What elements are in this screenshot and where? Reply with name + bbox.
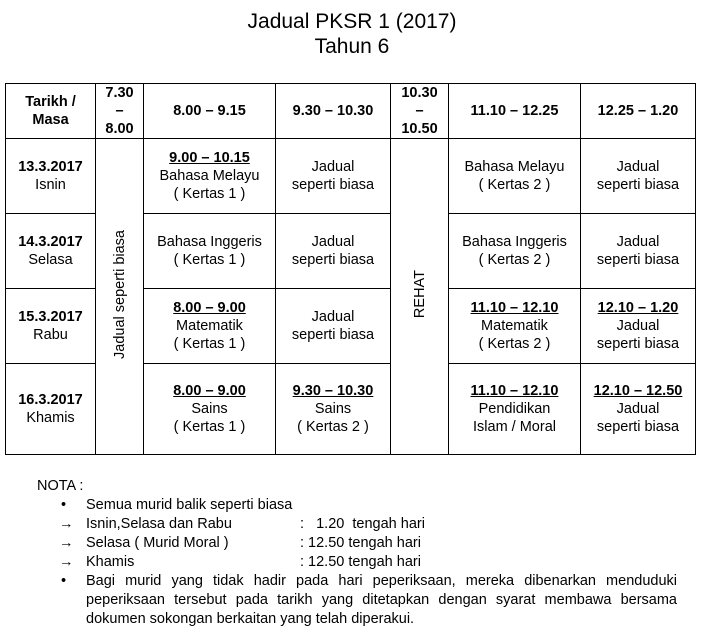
rehat-text: REHAT [411, 269, 428, 319]
subject-name: Bahasa Melayu [464, 159, 565, 175]
cell-text-2: seperti biasa [291, 327, 375, 343]
bullet-icon: • [61, 573, 67, 589]
cell-session-6 [581, 214, 696, 289]
cell-session-5 [449, 139, 581, 214]
day-value: Khamis [26, 410, 75, 426]
paper-label: ( Kertas 2 ) [478, 252, 551, 268]
cell-text-1: Jadual [311, 159, 355, 175]
note-text: Semua murid balik seperti biasa [86, 497, 293, 513]
date-value: 13.3.2017 [18, 159, 83, 175]
session-time: 8.00 – 9.00 [173, 383, 246, 399]
cell-text-2: seperti biasa [291, 177, 375, 193]
cell-text-2: seperti biasa [596, 336, 680, 352]
date-cell [6, 214, 96, 289]
paper-label: ( Kertas 2 ) [478, 336, 551, 352]
session-time: 11.10 – 12.10 [470, 383, 559, 399]
note-bullet [37, 496, 677, 515]
header-date-line2: Masa [32, 112, 69, 128]
date-value: 15.3.2017 [18, 309, 83, 325]
cell-text-1: Jadual [311, 309, 355, 325]
header-date-line1: Tarikh / [25, 94, 76, 110]
cell-session-5 [449, 289, 581, 364]
header-time-5: 11.10 – 12.25 [449, 84, 581, 139]
cell-text-1: Jadual [311, 234, 355, 250]
paper-label: ( Kertas 1 ) [173, 252, 246, 268]
cell-session-5 [449, 214, 581, 289]
cell-session-6 [581, 289, 696, 364]
date-cell [6, 364, 96, 455]
header-time-1-start: 7.30 [105, 85, 134, 101]
date-value: 16.3.2017 [18, 392, 83, 408]
bullet-icon: • [61, 497, 67, 513]
header-time-2: 8.00 – 9.15 [144, 84, 276, 139]
cell-session-2 [144, 289, 276, 364]
cell-session-3 [276, 289, 391, 364]
session-time: 12.10 – 12.50 [593, 383, 683, 399]
rehat-cell [391, 139, 449, 455]
date-value: 14.3.2017 [18, 234, 83, 250]
header-time-4 [391, 84, 449, 139]
table-header-row [6, 84, 696, 139]
page-subtitle: Tahun 6 [314, 35, 390, 58]
cell-session-2 [144, 364, 276, 455]
date-cell [6, 289, 96, 364]
cell-session-3 [276, 214, 391, 289]
note-text: Bagi murid yang tidak hadir pada hari peperiksaan, mereka dibenarkan menduduki peperiksaan tersebut pada tarikh yang ditetapkan dengan syarat membawa bersama dokumen sokongan berkaitan yang telah diperakui. [86, 573, 677, 627]
note-arrow-item [37, 515, 677, 534]
paper-label: ( Kertas 2 ) [478, 177, 551, 193]
cell-text-1: Jadual [616, 159, 660, 175]
arrow-right-icon: → [59, 516, 74, 532]
cell-text-2: seperti biasa [596, 252, 680, 268]
cell-session-2 [144, 214, 276, 289]
cell-session-2 [144, 139, 276, 214]
note-value: : 12.50 tengah hari [300, 554, 421, 570]
session-time: 8.00 – 9.00 [173, 300, 246, 316]
session-time: 9.30 – 10.30 [292, 383, 374, 399]
note-label: Selasa ( Murid Moral ) [86, 535, 229, 551]
header-time-1-dash: – [115, 103, 124, 119]
note-label: Khamis [86, 554, 135, 570]
day-value: Isnin [35, 177, 66, 193]
subject-name: Bahasa Melayu [159, 168, 260, 184]
paper-label: ( Kertas 1 ) [173, 186, 246, 202]
day-value: Rabu [33, 327, 68, 343]
cell-session-3 [276, 364, 391, 455]
cell-session-5 [449, 364, 581, 455]
session-time: 12.10 – 1.20 [597, 300, 679, 316]
note-value: : 12.50 tengah hari [300, 535, 421, 551]
cell-text-1: Jadual [616, 318, 660, 334]
note-label: Isnin,Selasa dan Rabu [86, 516, 232, 532]
cell-session-6 [581, 364, 696, 455]
header-time-4-dash: – [415, 103, 424, 119]
subject-name: Pendidikan [478, 401, 551, 417]
note-bullet [37, 572, 677, 629]
notes-heading: NOTA : [37, 478, 84, 494]
paper-label: ( Kertas 1 ) [173, 336, 246, 352]
schedule-table [5, 83, 696, 455]
header-time-1-end: 8.00 [105, 121, 134, 137]
note-value: : 1.20 tengah hari [300, 516, 425, 532]
cell-text-2: seperti biasa [596, 177, 680, 193]
cell-session-3 [276, 139, 391, 214]
paper-label: ( Kertas 2 ) [297, 419, 369, 435]
arrow-right-icon: → [59, 535, 74, 551]
session-time: 11.10 – 12.10 [470, 300, 559, 316]
vertical-schedule-text: Jadual seperti biasa [111, 229, 128, 359]
arrow-right-icon: → [59, 554, 74, 570]
page-title: Jadual PKSR 1 (2017) [247, 10, 457, 33]
subject-name: Matematik [176, 318, 243, 334]
day-value: Selasa [28, 252, 73, 268]
header-time-4-start: 10.30 [401, 85, 438, 101]
header-time-1 [96, 84, 144, 139]
subject-name: Sains [191, 401, 228, 417]
vertical-schedule-cell [96, 139, 144, 455]
header-time-4-end: 10.50 [401, 121, 438, 137]
header-time-6: 12.25 – 1.20 [581, 84, 696, 139]
header-time-3: 9.30 – 10.30 [276, 84, 391, 139]
cell-text-1: Jadual [616, 234, 660, 250]
cell-text-2: seperti biasa [291, 252, 375, 268]
note-arrow-item [37, 534, 677, 553]
note-arrow-item [37, 553, 677, 572]
date-cell [6, 139, 96, 214]
paper-label: ( Kertas 1 ) [173, 419, 246, 435]
header-date [6, 84, 96, 139]
subject-name-2: Islam / Moral [473, 419, 556, 435]
subject-name: Matematik [481, 318, 548, 334]
session-time: 9.00 – 10.15 [169, 150, 250, 166]
table-row [6, 139, 696, 214]
notes-section [37, 477, 677, 629]
subject-name: Sains [314, 401, 352, 417]
cell-text-2: seperti biasa [596, 419, 680, 435]
cell-text-1: Jadual [616, 401, 660, 417]
cell-session-6 [581, 139, 696, 214]
subject-name: Bahasa Inggeris [462, 234, 567, 250]
subject-name: Bahasa Inggeris [157, 234, 262, 250]
